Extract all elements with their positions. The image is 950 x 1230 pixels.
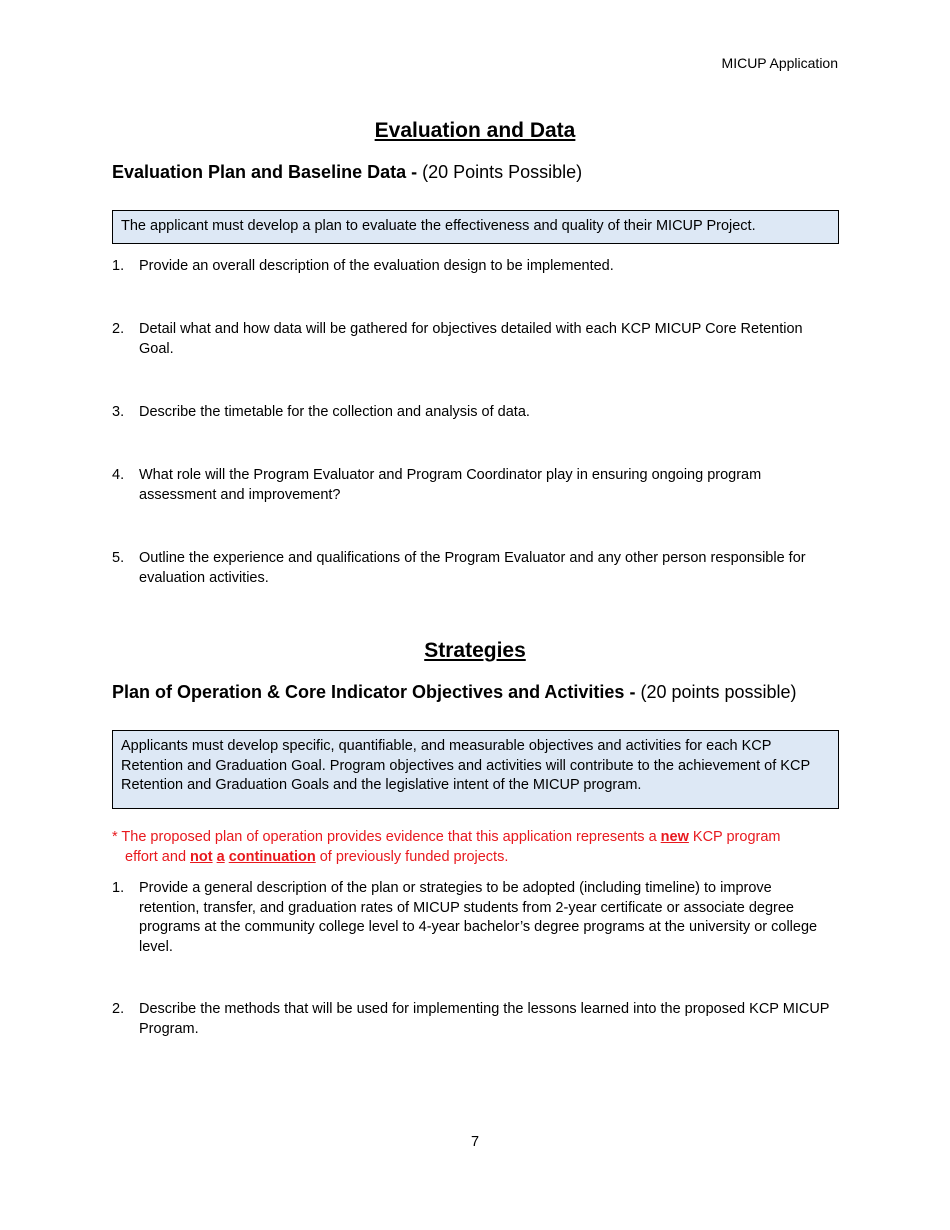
evaluation-item-2 — [112, 320, 832, 359]
note-emphasis-new: new — [660, 829, 689, 845]
strategies-instruction-box: Applicants must develop specific, quantifiable, and measurable objectives and activities for each KCP Retention and Graduation Goal. Program objectives and activities will contribute to the achievement of KCP Retention and Graduation Goals and the legislative intent of the MICUP program. — [112, 730, 839, 809]
item-number: 1. — [112, 258, 125, 274]
item-text: Describe the timetable for the collection and analysis of data. — [139, 404, 530, 420]
new-program-note — [112, 828, 842, 867]
strategies-item-2 — [112, 1000, 832, 1039]
evaluation-item-4 — [112, 466, 832, 505]
evaluation-section-title: Evaluation and Data — [374, 119, 576, 142]
strategies-section-title: Strategies — [424, 639, 526, 662]
note-emphasis-not: not — [190, 848, 213, 865]
evaluation-instruction-box: The applicant must develop a plan to evaluate the effectiveness and quality of their MICUP Project. — [112, 210, 839, 244]
strategies-item-1 — [112, 879, 832, 957]
item-number: 2. — [112, 1001, 125, 1017]
page-number: 7 — [470, 1134, 480, 1150]
item-number: 1. — [112, 880, 125, 896]
evaluation-item-1 — [112, 257, 832, 277]
note-text: effort and — [125, 848, 191, 865]
note-text: of previously funded projects. — [315, 848, 509, 865]
evaluation-item-3 — [112, 403, 832, 423]
item-text: Detail what and how data will be gathered for objectives detailed with each KCP MICUP Core Retention Goal. — [139, 321, 803, 357]
note-emphasis-a: a — [216, 848, 225, 865]
note-text: KCP program — [688, 829, 781, 845]
evaluation-item-5 — [112, 549, 832, 588]
item-number: 4. — [112, 467, 125, 483]
evaluation-subtitle-bold: Evaluation Plan and Baseline Data - — [112, 162, 418, 182]
item-text: Provide a general description of the plan or strategies to be adopted (including timeline) to improve retention, transfer, and graduation rates of MICUP students from 2-year certificate or associate degree programs at the community college level to 4-year bachelor’s degree programs at the university or college level. — [139, 880, 818, 955]
item-number: 3. — [112, 404, 125, 420]
strategies-subtitle-bold: Plan of Operation & Core Indicator Objectives and Activities - — [112, 682, 636, 702]
item-text: Describe the methods that will be used for implementing the lessons learned into the proposed KCP MICUP Program. — [139, 1001, 830, 1037]
strategies-subtitle — [112, 682, 797, 703]
evaluation-subtitle-points: (20 Points Possible) — [417, 162, 583, 182]
page-header: MICUP Application — [721, 55, 838, 71]
note-emphasis-continuation: continuation — [228, 848, 316, 865]
evaluation-subtitle — [112, 162, 582, 183]
item-text: Outline the experience and qualifications of the Program Evaluator and any other person responsible for evaluation activities. — [139, 550, 806, 586]
strategies-subtitle-points: (20 points possible) — [635, 682, 797, 702]
item-number: 2. — [112, 321, 125, 337]
item-number: 5. — [112, 550, 125, 566]
item-text: What role will the Program Evaluator and Program Coordinator play in ensuring ongoing program assessment and improvement? — [139, 467, 762, 503]
note-continuation-line — [112, 848, 842, 868]
note-text: * The proposed plan of operation provides evidence that this application represents a — [112, 829, 661, 845]
item-text: Provide an overall description of the evaluation design to be implemented. — [139, 258, 614, 274]
